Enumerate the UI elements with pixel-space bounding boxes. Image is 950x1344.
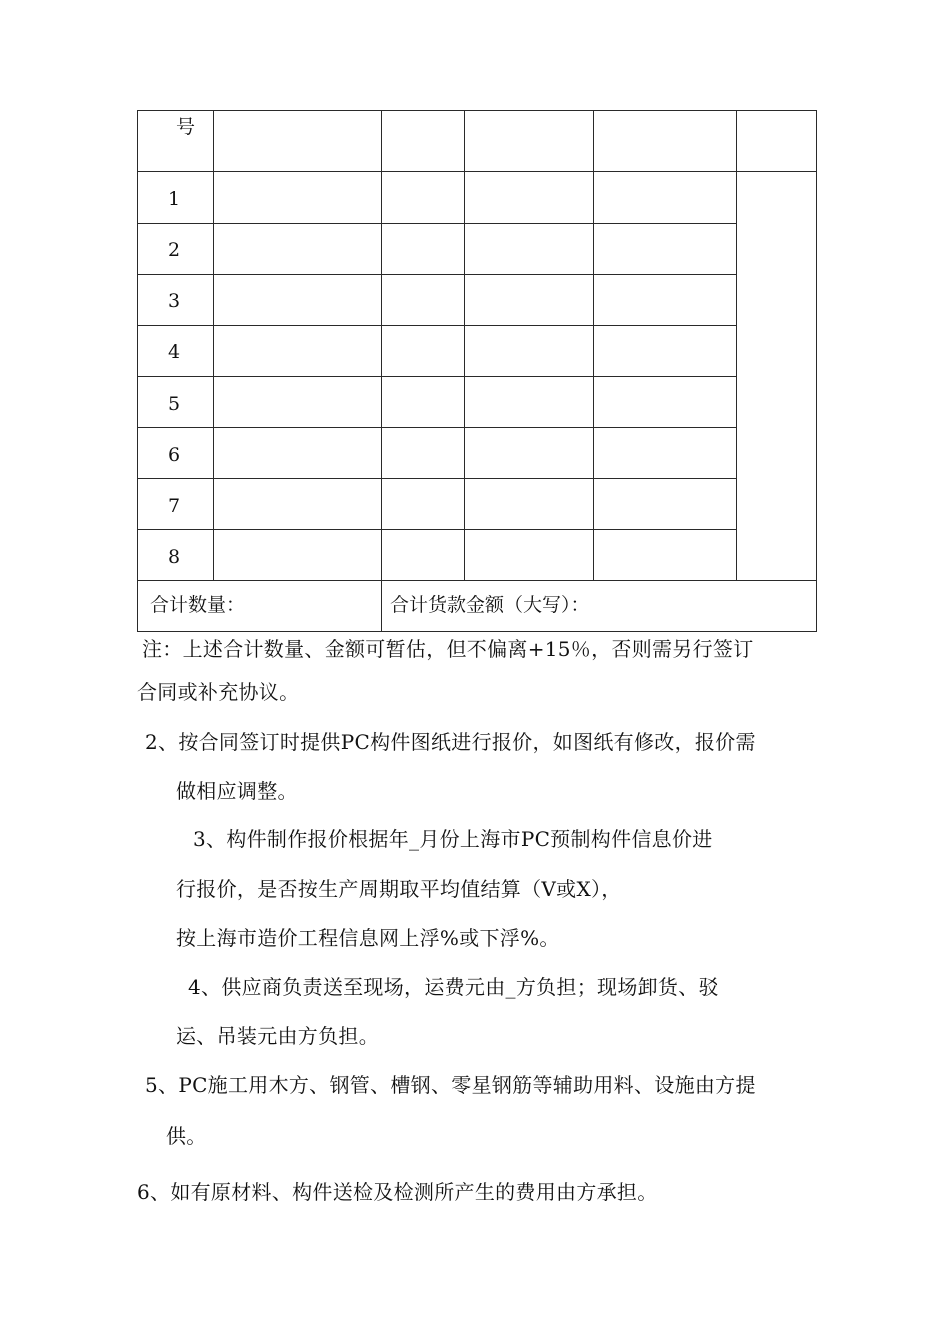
table-border-top: [137, 110, 817, 111]
table-header-number: 号: [176, 116, 196, 138]
clause-2-line-1: 2、按合同签订时提供PC构件图纸进行报价，如图纸有修改，报价需: [145, 730, 756, 754]
total-quantity-label: 合计数量：: [150, 594, 246, 616]
clause-3-line-2: 行报价，是否按生产周期取平均值结算（V或X），: [176, 877, 622, 901]
table-column-divider: [381, 110, 382, 632]
clause-4-line-1: 4、供应商负责送至现场，运费元由_方负担；现场卸货、驳: [188, 975, 719, 999]
clause-3-line-3: 按上海市造价工程信息网上浮%或下浮%。: [176, 926, 560, 950]
note-line-2: 合同或补充协议。: [137, 680, 300, 704]
clause-5-line-1: 5、PC施工用木方、钢管、槽钢、零星钢筋等辅助用料、设施由方提: [145, 1073, 756, 1097]
table-border-right: [816, 110, 817, 632]
table-row-divider: [137, 325, 737, 326]
table-row-divider: [137, 376, 737, 377]
clause-6-line-1: 6、如有原材料、构件送检及检测所产生的费用由方承担。: [137, 1180, 658, 1204]
table-column-divider: [736, 110, 737, 581]
clause-5-line-2: 供。: [166, 1124, 207, 1148]
table-row-number: 8: [168, 546, 181, 568]
note-line-1: 注：上述合计数量、金额可暂估，但不偏离+15％，否则需另行签订: [142, 637, 754, 661]
table-row-number: 1: [168, 188, 181, 210]
table-row-divider: [137, 529, 737, 530]
quotation-table: [0, 0, 950, 640]
table-row-number: 6: [168, 444, 181, 466]
table-row-number: 3: [168, 290, 181, 312]
table-row-number: 5: [168, 393, 181, 415]
table-column-divider: [213, 110, 214, 581]
table-row-divider: [137, 223, 737, 224]
clause-2-line-2: 做相应调整。: [176, 779, 298, 803]
table-row-number: 4: [168, 341, 181, 363]
table-row-divider: [137, 478, 737, 479]
table-border-left: [137, 110, 138, 632]
table-border-bottom: [137, 631, 817, 632]
table-column-divider: [464, 110, 465, 581]
clause-4-line-2: 运、吊装元由方负担。: [176, 1024, 379, 1048]
table-column-divider: [593, 110, 594, 581]
table-row-number: 7: [168, 495, 181, 517]
clause-3-line-1: 3、构件制作报价根据年_月份上海市PC预制构件信息价进: [193, 827, 713, 851]
table-header-divider: [137, 171, 817, 172]
total-amount-label: 合计货款金额（大写）：: [390, 594, 590, 616]
table-totals-divider: [137, 580, 817, 581]
table-row-number: 2: [168, 239, 181, 261]
table-row-divider: [137, 427, 737, 428]
table-row-divider: [137, 274, 737, 275]
